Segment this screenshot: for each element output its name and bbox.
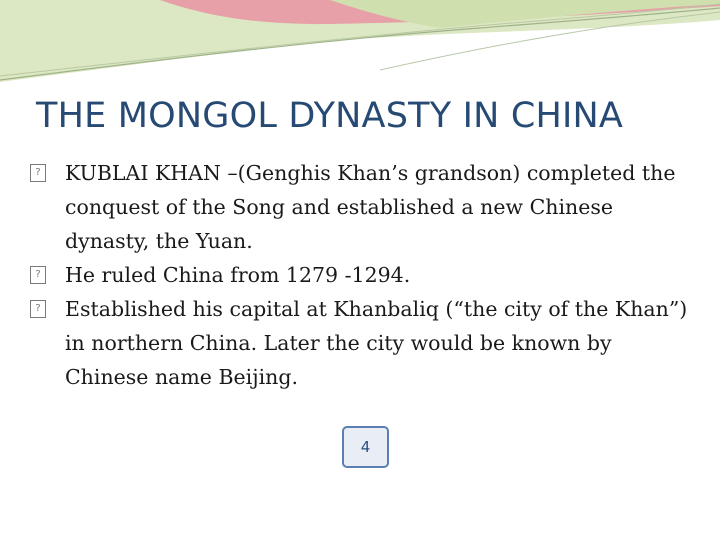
bullet-item [30,156,700,258]
bullet-item [30,258,700,292]
page-number-badge: 4 [342,426,389,468]
bullet-text: Established his capital at Khanbaliq (“the city of the Khan”) in northern China. Later the city would be known by Chinese name Beijing. [65,297,688,389]
slide-title: THE MONGOL DYNASTY IN CHINA [36,96,624,136]
missing-glyph-bullet-icon: ? [30,266,46,284]
missing-glyph-bullet-icon: ? [30,164,46,182]
bullet-text: KUBLAI KHAN –(Genghis Khan’s grandson) completed the conquest of the Song and established a new Chinese dynasty, the Yuan. [65,161,676,253]
bullet-item [30,292,700,394]
header-wave-decoration [0,0,720,90]
missing-glyph-bullet-icon: ? [30,300,46,318]
bullet-list [30,156,700,394]
bullet-text: He ruled China from 1279 -1294. [65,263,411,287]
